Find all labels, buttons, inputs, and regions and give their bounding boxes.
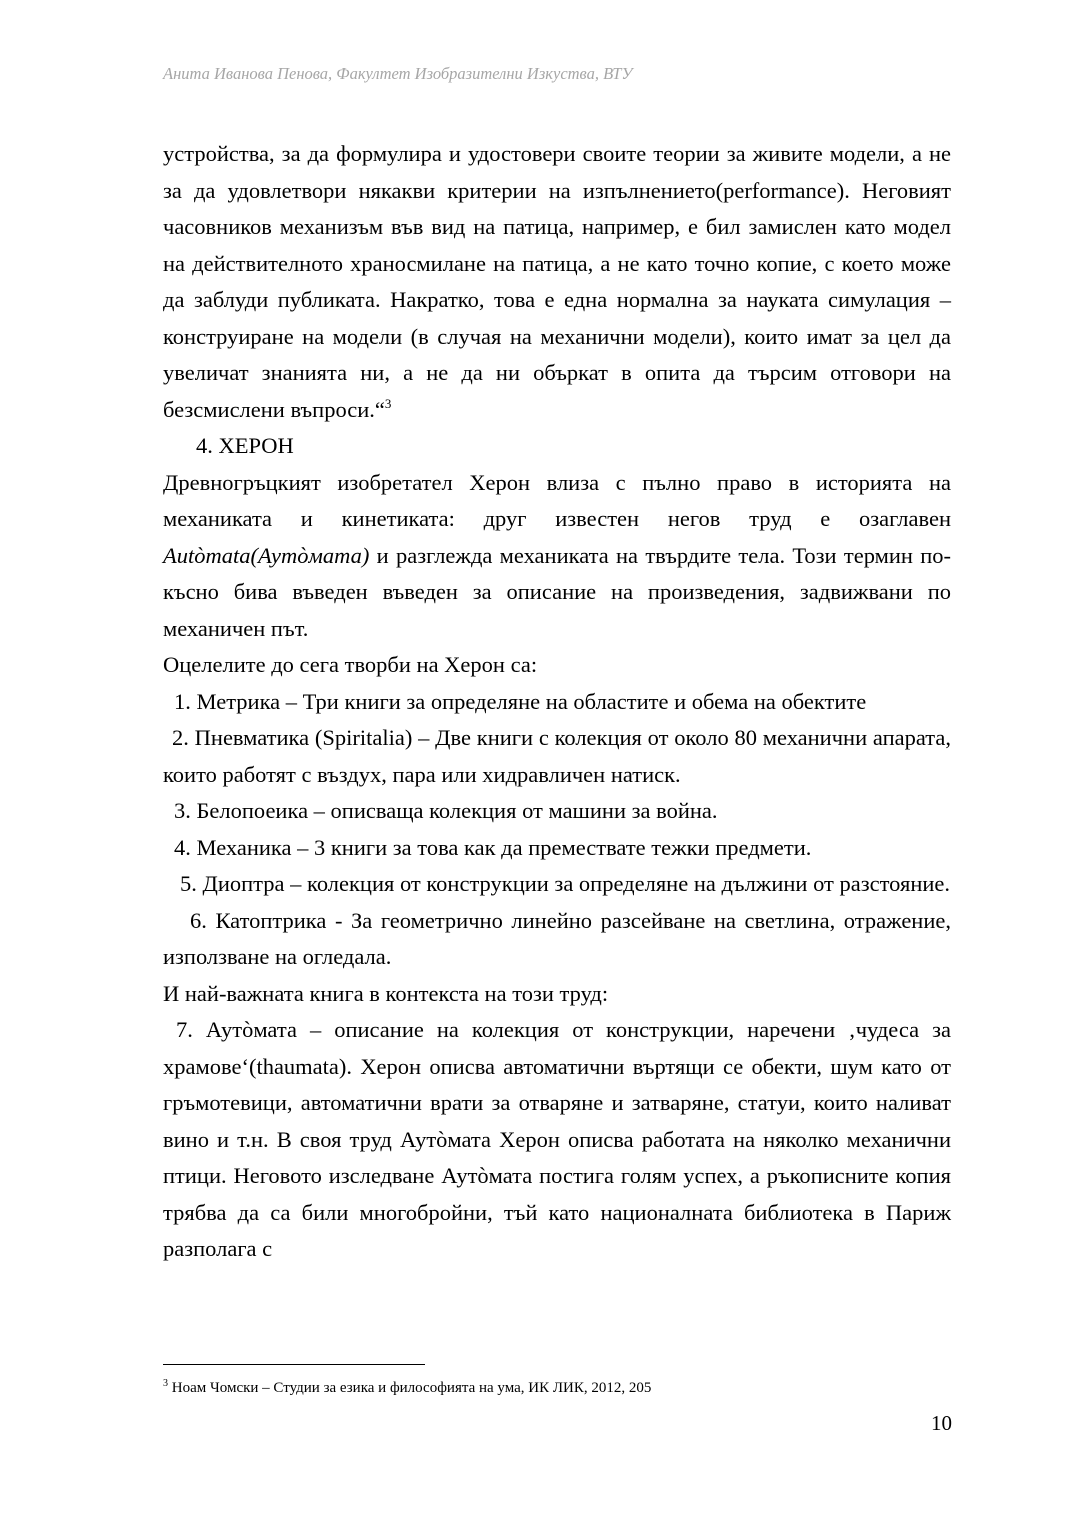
list-item-pneumatica: 2. Пневматика (Spiritalia) – Две книги с колекция от около 80 механични апарата, които работят с въздух, пара или хидравличен натиск.	[163, 725, 951, 787]
paragraph-simulation	[163, 136, 951, 428]
footnote	[163, 1378, 951, 1398]
list-item-catoptrica: 6. Катоптрика - За геометрично линейно разсейване на светлина, отражение, използване на огледала.	[163, 907, 951, 969]
footnote-marker: 3	[163, 1378, 168, 1389]
paragraph-key-book: И най-важната книга в контекста на този труд:	[163, 980, 609, 1006]
book-title-automata: Autòmata(Аутòмата)	[163, 542, 370, 568]
running-header: Анита Иванова Пенова, Факултет Изобразителни Изкуства, ВТУ	[163, 64, 633, 83]
paragraph-text: устройства, за да формулира и удостовери своите теории за живите модели, а не за да удовлетвори някакви критерии на изпълнението(performance). Неговият часовников механизъм във вид на патица, например, е бил замислен като модел на действителното храносмилане на патица, а не като точно копие, с което може да заблуди публиката. Накратко, това е една нормална за науката симулация – конструиране на модели (в случая на механични модели), които имат за цел да увеличат знанията ни, а не да ни объркат в опита да търсим отговори на безсмислени въпроси.“	[163, 141, 951, 422]
footnote-separator	[163, 1364, 425, 1365]
list-item-belopoeica: 3. Белопоеика – описваща колекция от машини за война.	[174, 798, 718, 823]
paragraph-text: и разглежда механиката на твърдите тела. Този термин по-късно бива въведен въведен за описание на произведения, задвижвани по механичен път.	[163, 542, 951, 641]
list-item-dioptra: 5. Диоптра – колекция от конструкции за определяне на дължини от разстояние.	[180, 871, 951, 896]
page-number: 10	[931, 1411, 952, 1435]
paragraph-text: Древногръцкият изобретател Херон влиза с пълно право в историята на механиката и кинетиката: друг известен негов труд е озаглавен	[163, 469, 951, 531]
paragraph-works-intro: Оцелелите до сега творби на Херон са:	[163, 652, 538, 677]
list-item-automata: 7. Аутòмата – описание на колекция от конструкции, наречени ‚чудеса за храмове‘(thaumata). Херон описва автоматични въртящи се обекти, шум като от гръмотевици, автоматични врати за отваряне и затваряне, статуи, които наливат вино и т.н. В своя труд Аутòмата Херон описва работата на няколко механични птици. Неговото изследване Аутòмата постига голям успех, а ръкописните копия трябва да са били многобройни, тъй като националната библиотека в Париж разполага с	[163, 1017, 951, 1261]
body-text	[163, 136, 951, 1268]
section-heading-heron: 4. ХЕРОН	[196, 433, 294, 458]
footnote-reference: 3	[384, 395, 392, 411]
paragraph-heron-intro	[163, 465, 951, 648]
list-item-mechanica: 4. Механика – 3 книги за това как да премествате тежки предмети.	[174, 834, 812, 860]
footnote-text: Ноам Чомски – Студии за езика и философията на ума, ИК ЛИК, 2012, 205	[168, 1380, 652, 1396]
list-item-metrica: 1. Метрика – Три книги за определяне на областите и обема на обектите	[174, 688, 867, 714]
